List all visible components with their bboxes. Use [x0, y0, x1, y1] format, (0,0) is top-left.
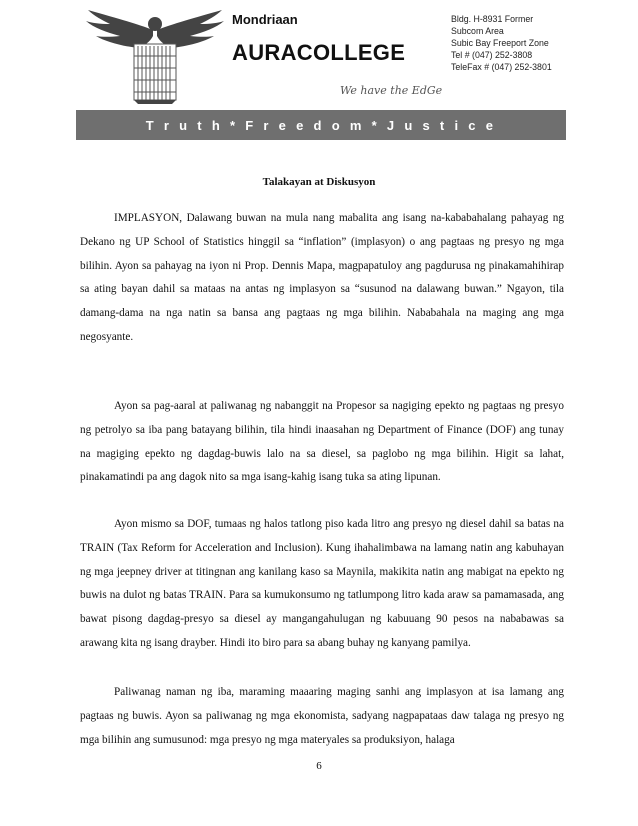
section-heading: Talakayan at Diskusyon: [262, 176, 376, 188]
contact-line: Tel # (047) 252-3808: [451, 50, 533, 60]
paragraph: [80, 395, 564, 490]
motto-text: T r u t h * F r e e d o m * J u s t i c e: [145, 117, 497, 133]
contact-line: Bldg. H-8931 Former: [451, 14, 534, 24]
school-name-large: AURACOLLEGE: [232, 40, 406, 65]
school-motto-script: We have the EdGe: [340, 84, 443, 97]
contact-line: TeleFax # (047) 252-3801: [451, 62, 552, 72]
school-name-small: Mondriaan: [232, 12, 298, 27]
contact-block: [451, 13, 552, 73]
paragraph-text: Ayon mismo sa DOF, tumaas ng halos tatlong piso kada litro ang presyo ng diesel dahil sa batas na TRAIN (Tax Reform for Acceleration and Inclusion). Kung ihahalimbawa na lamang natin ang kabuhayan ng mga jeepney driver at titingnan ang kanilang kaso sa Maynila, makikita natin ang mabigat na epekto ng buwis na dulot ng batas TRAIN. Para sa kumukonsumo ng tatlumpong litro kada araw sa pamamasada, ang bawat pisong dagdag-presyo sa diesel ay mangangahulugan ng kabuuang 90 pesos na nababawas sa arawang kita ng isang drayber. Hindi ito biro para sa abang buhay ng kanyang pamilya.: [80, 518, 564, 649]
paragraph: [80, 207, 564, 350]
motto-banner: [76, 110, 566, 140]
college-logo-icon: [80, 6, 230, 104]
contact-line: Subcom Area: [451, 26, 504, 36]
paragraph-text: Paliwanag naman ng iba, maraming maaaring maging sanhi ang implasyon at isa lamang ang pagtaas ng buwis. Ayon sa paliwanag ng mga ekonomista, sadyang nagpapataas daw talaga ng presyo ng mga bilihin ang sumusunod: mga presyo ng mga materyales sa produksiyon, halaga: [80, 686, 564, 746]
page-number: 6: [316, 760, 322, 772]
paragraph: [80, 513, 564, 656]
paragraph: [80, 681, 564, 752]
contact-line: Subic Bay Freeport Zone: [451, 38, 549, 48]
paragraph-text: Ayon sa pag-aaral at paliwanag ng nabanggit na Propesor sa nagiging epekto ng pagtaas ng presyo ng petrolyo sa iba pang batayang bilihin, tila hindi inaasahan ng Department of Finance (DOF) ang tunay na magiging epekto ng dagdag-buwis lalo na sa diesel, sa paglobo ng mga bilihin. Higit sa lahat, pinakamatindi pa ang dagok nito sa mga isang-kahig isang tuka sa ating lipunan.: [80, 400, 564, 484]
paragraph-text: IMPLASYON, Dalawang buwan na mula nang mabalita ang isang na-kababahalang pahayag ng Dekano ng UP School of Statistics hinggil sa “inflation” (implasyon) o ang pagtaas ng presyo ng mga bilihin. Ayon sa pahayag na iyon ni Prop. Dennis Mapa, magpapatuloy ang pagdurusa ng pinakamahihirap sa ating bayan dahil sa mataas na antas ng implasyon sa “susunod na dalawang buwan.” Ngayon, tila damang-dama na nga natin sa bansa ang pagtaas ng mga bilihin. Nababahala na maging ang mga negosyante.: [80, 212, 564, 343]
